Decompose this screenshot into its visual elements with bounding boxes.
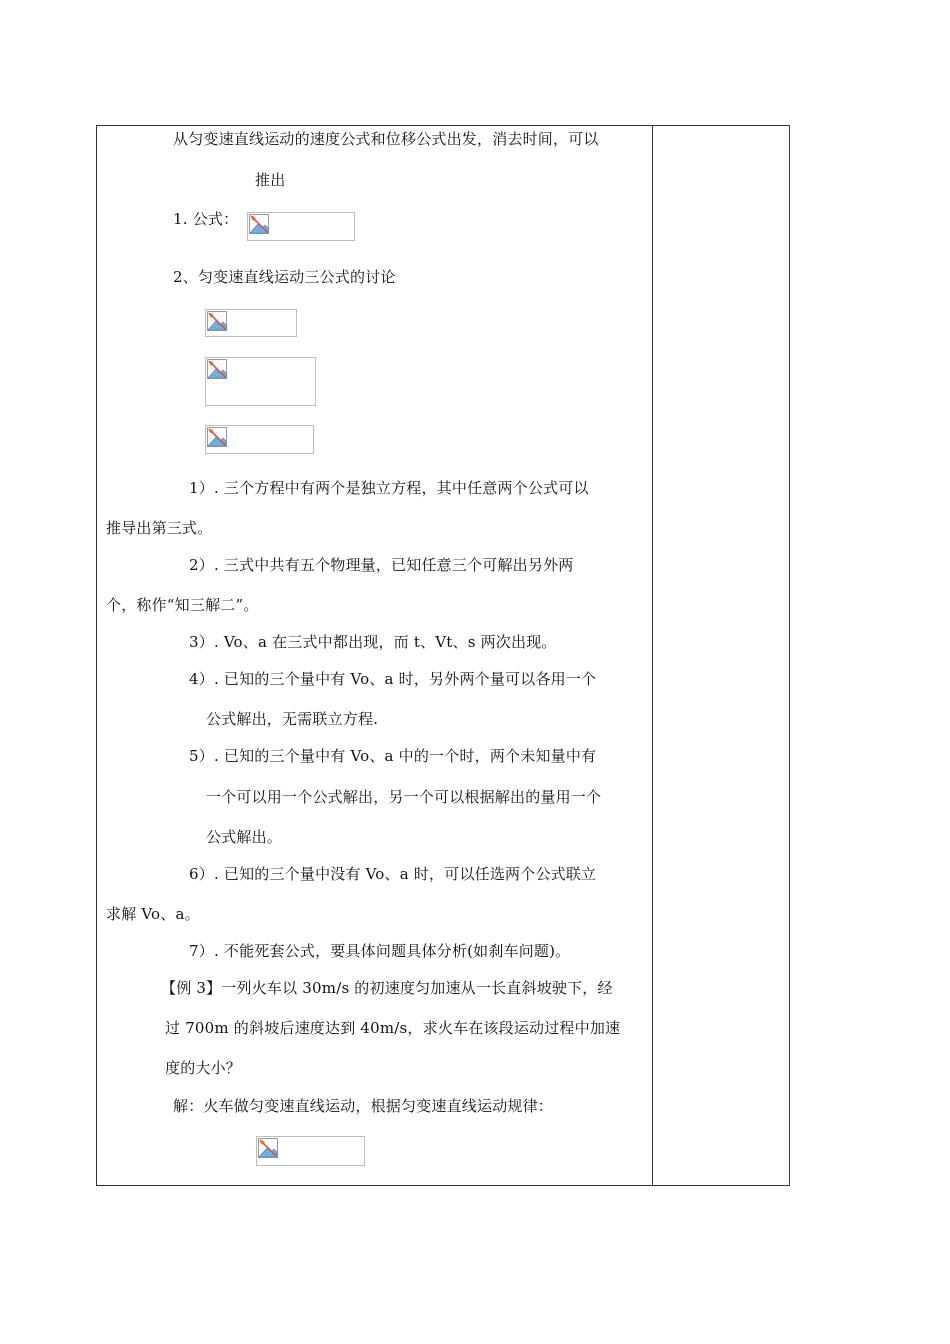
- point-7: 7）. 不能死套公式，要具体问题具体分析(如刹车问题)。: [189, 942, 571, 960]
- point-1-line-1: 1）. 三个方程中有两个是独立方程，其中任意两个公式可以: [189, 479, 589, 497]
- broken-image-icon: [207, 359, 227, 379]
- broken-image-icon: [207, 427, 227, 447]
- broken-image-icon: [258, 1138, 278, 1158]
- intro-line-1: 从匀变速直线运动的速度公式和位移公式出发，消去时间，可以: [173, 130, 599, 148]
- point-4-line-1: 4）. 已知的三个量中有 Vo、a 时，另外两个量可以各用一个: [189, 670, 597, 688]
- point-5-line-3: 公式解出。: [206, 828, 283, 846]
- column-divider: [652, 126, 653, 1185]
- solution-image: [256, 1136, 365, 1166]
- point-2-line-1: 2）. 三式中共有五个物理量，已知任意三个可解出另外两: [189, 556, 574, 574]
- equation-image-1: [205, 309, 297, 337]
- example-3-line-2: 过 700m 的斜坡后速度达到 40m/s，求火车在该段运动过程中加速: [165, 1019, 621, 1037]
- example-3-line-1: 【例 3】一列火车以 30m/s 的初速度匀加速从一长直斜坡驶下，经: [161, 979, 613, 997]
- point-6-line-1: 6）. 已知的三个量中没有 Vo、a 时，可以任选两个公式联立: [189, 865, 597, 883]
- point-3: 3）. Vo、a 在三式中都出现，而 t、Vt、s 两次出现。: [189, 633, 557, 651]
- point-4-line-2: 公式解出，无需联立方程.: [206, 710, 379, 728]
- intro-line-2: 推出: [255, 171, 286, 189]
- point-1-line-2: 推导出第三式。: [106, 519, 213, 537]
- point-5-line-1: 5）. 已知的三个量中有 Vo、a 中的一个时，两个未知量中有: [189, 747, 597, 765]
- point-6-line-2: 求解 Vo、a。: [106, 905, 200, 923]
- point-2-line-2: 个，称作“知三解二”。: [106, 596, 259, 614]
- broken-image-icon: [207, 311, 227, 331]
- equation-image-2: [205, 357, 316, 406]
- solution-line: 解：火车做匀变速直线运动，根据匀变速直线运动规律：: [173, 1097, 554, 1115]
- formula-label: 1. 公式：: [173, 210, 239, 228]
- equation-image-3: [205, 425, 314, 454]
- formula-image: [247, 212, 355, 241]
- point-5-line-2: 一个可以用一个公式解出，另一个可以根据解出的量用一个: [206, 788, 602, 806]
- broken-image-icon: [249, 214, 269, 234]
- example-3-line-3: 度的大小？: [165, 1059, 242, 1077]
- discussion-title: 2、匀变速直线运动三公式的讨论: [173, 268, 396, 286]
